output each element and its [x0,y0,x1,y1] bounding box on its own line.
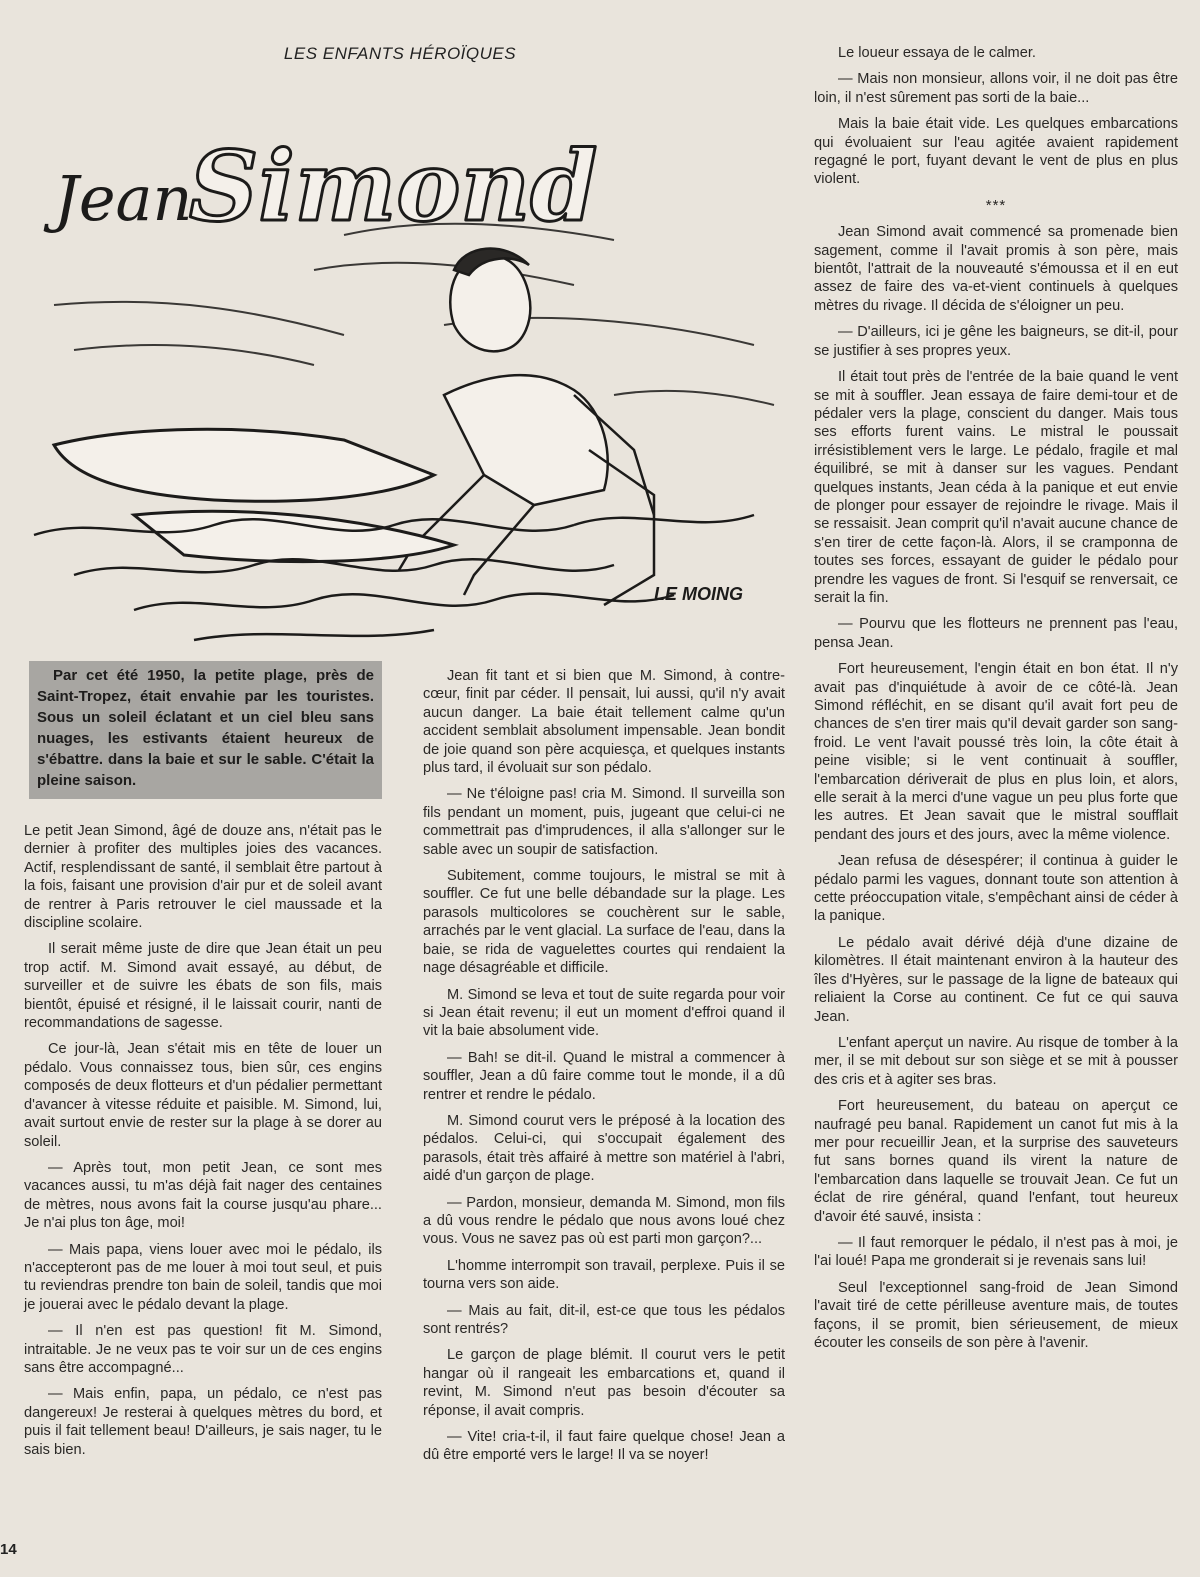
column-middle [423,667,785,1473]
paragraph: Jean refusa de désespérer; il continua à guider le pédalo parmi les vagues, donnant toute son attention à cette préoccupation vitale, s'empêchant ainsi de céder à la panique. [814,853,1178,925]
paragraph: L'enfant aperçut un navire. Au risque de tomber à la mer, il se mit debout sur son siège et se mit à pousser des cris et à agiter ses bras. [814,1034,1178,1088]
paragraph: — Après tout, mon petit Jean, ce sont mes vacances aussi, tu m'as déjà fait nager des centaines de mètres, nous avons fait la course jusqu'au phare... Je n'ai plus ton âge, moi! [24,1159,382,1232]
paragraph: — Bah! se dit-il. Quand le mistral a commencer à souffler, Jean a dû faire comme tout le monde, il a dû rentrer et rendre le pédalo. [423,1049,785,1103]
series-title: LES ENFANTS HÉROÏQUES [283,44,517,63]
paragraph: Le pédalo avait dérivé déjà d'une dizaine de kilomètres. Il était maintenant environ à la hauteur des îles d'Hyères, sur le passage de la ligne de bateaux qui reliaient la Corse au continent. Ce fut ce qui sauva Jean. [814,934,1178,1025]
paragraph: Il serait même juste de dire que Jean était un peu trop actif. M. Simond avait essayé, au début, de surveiller et de suivre les ébats de son fils, mais bientôt, épuisé et résigné, il le laissait courir, nanti de recommandations de sagesse. [24,941,382,1032]
svg-text:Jean: Jean [54,162,193,235]
paragraph: M. Simond se leva et tout de suite regarda pour voir si Jean était revenu; il eut un moment d'effroi quand il vit la baie absolument vide. [423,986,785,1040]
story-illustration [14,95,784,655]
paragraph: L'homme interrompit son travail, perplexe. Puis il se tourna vers son aide. [423,1257,785,1293]
paragraph: Le petit Jean Simond, âgé de douze ans, n'était pas le dernier à profiter des multiples joies des vacances. Actif, resplendissant de santé, il semblait être partout à la fois, faisant une provision d'air pur et de soleil avant de rentrer à Paris retrouver le ciel maussade et la discipline scolaire. [24,823,382,932]
paragraph: Fort heureusement, l'engin était en bon état. Il n'y avait pas d'inquiétude à avoir de ce côté-là. Jean Simond réfléchit, en se disant qu'il avait fort peu de chances de s'en tirer mais qu'il devait garder son sang-froid. Le vent l'avait poussé très loin, la côte était à peine visible; si le vent continuait à souffler, l'embarcation dériverait de plus en plus loin, et alors, elle serait à la merci d'une vague un peu plus forte que les autres. Et Jean savait que le mistral soufflait pendant des jours et des jours, avec la même violence. [814,661,1178,843]
paragraph: Ce jour-là, Jean s'était mis en tête de louer un pédalo. Vous connaissez tous, bien sûr, ces engins composés de deux flotteurs et d'un pédalier permettant d'avancer à vitesse réduite et paisible. M. Simond, lui, avait surtout envie de rester sur la plage à se dorer au soleil. [24,1041,382,1150]
paragraph: — Mais non monsieur, allons voir, il ne doit pas être loin, il n'est sûrement pas sorti de la baie... [814,71,1178,106]
svg-text:Simond: Simond [189,130,598,243]
paragraph: Fort heureusement, du bateau on aperçut ce naufragé peu banal. Rapidement un canot fut mis à la mer pour recueillir Jean, et la surprise des sauveteurs fut sans bornes quand ils virent la nature de l'embarcation dans laquelle se trouvait Jean. Ce fut un éclat de rire général, quand l'enfant, tout heureux d'avoir été sauvé, insista : [814,1098,1178,1225]
paragraph: Subitement, comme toujours, le mistral se mit à souffler. Ce fut une belle débandade sur la plage. Les parasols multicolores se couchèrent sur le sable, arrachés par le vent glacial. La surface de l'eau, dans la baie, se rida de vaguelettes courtes qui rendaient la nage désagréable et difficile. [423,868,785,977]
paragraph: Jean fit tant et si bien que M. Simond, à contre-cœur, finit par céder. Il pensait, lui aussi, qu'il n'y avait aucun danger. La baie était tellement calme qu'un accident semblait absolument impensable. Jean bondit de joie quand son père acquiesça, et quelques instants plus tard, il évoluait sur son pédalo. [423,668,785,777]
page-number: 14 [0,1541,17,1558]
paragraph: Le garçon de plage blémit. Il courut vers le petit hangar où il rangeait les embarcations et, quand il revint, M. Simond n'eut pas besoin d'écouter sa réponse, il avait compris. [423,1347,785,1419]
paragraph: Seul l'exceptionnel sang-froid de Jean Simond l'avait tiré de cette périlleuse aventure mais, de toutes façons, il se promit, bien sérieusement, de mieux écouter les conseils de son père à l'avenir. [814,1279,1178,1351]
artist-signature: LE MOING [654,584,743,604]
paragraph: Le loueur essaya de le calmer. [838,45,1036,61]
paragraph: — Mais papa, viens louer avec moi le pédalo, ils n'accepteront pas de me louer à moi tout seul, et puis tu reviendras prendre ton bain de soleil, tandis que moi je jouerai avec le pédalo devant la plage. [24,1241,382,1313]
paragraph: — Mais au fait, dit-il, est-ce que tous les pédalos sont rentrés? [423,1302,785,1337]
paragraph: — Ne t'éloigne pas! cria M. Simond. Il surveilla son fils pendant un moment, puis, jugeant que celui-ci ne commettrait pas d'imprudences, il alla s'allonger sur le sable avec un soupir de satisfaction. [423,786,785,858]
intro-box [29,661,382,799]
column-right [814,44,1178,1360]
paragraph: — D'ailleurs, ici je gêne les baigneurs, se dit-il, pour se justifier à ses propres yeux. [814,324,1178,359]
sky-clouds [54,224,774,405]
pedalo [54,429,454,561]
paragraph: — Vite! cria-t-il, il faut faire quelque chose! Jean a dû être emporté vers le large! Il va se noyer! [423,1429,785,1464]
section-separator: *** [985,196,1007,214]
paragraph: — Il n'en est pas question! fit M. Simond, intraitable. Je ne veux pas te voir sur un de ces engins sans être accompagné... [24,1323,382,1376]
column-left [24,822,382,1467]
paragraph: Jean Simond avait commencé sa promenade bien sagement, comme il l'avait promis à son père, mais bientôt, l'attrait de la nouveauté s'émoussa et il en eut assez de faire des va-et-vient continuels à quelques mètres du rivage. Il décida de s'éloigner un peu. [814,224,1178,314]
paragraph: — Il faut remorquer le pédalo, il n'est pas à moi, je l'ai loué! Papa me gronderait si je revenais sans lui! [814,1234,1178,1270]
boy-figure [399,249,654,605]
paragraph: — Pardon, monsieur, demanda M. Simond, mon fils a dû vous rendre le pédalo que nous avons loué chez vous. Vous ne savez pas où est parti mon garçon?... [423,1194,785,1248]
paragraph: M. Simond courut vers le préposé à la location des pédalos. Celui-ci, qui s'occupait également des parasols, était très affairé à mettre son matériel à l'abri, aidé d'un garçon de plage. [423,1112,785,1185]
paragraph: — Mais enfin, papa, un pédalo, ce n'est pas dangereux! Je resterai à quelques mètres du bord, et puis il fait tellement beau! D'ailleurs, je sais nager, tu le sais bien. [24,1386,382,1458]
paragraph: — Pourvu que les flotteurs ne prennent pas l'eau, pensa Jean. [814,616,1178,651]
paragraph: Mais la baie était vide. Les quelques embarcations qui évoluaient sur l'eau agitée avaient rapidement regagné le port, fuyant devant le vent de plus en plus violent. [814,116,1178,188]
intro-text: Par cet été 1950, la petite plage, près de Saint-Tropez, était envahie par les touristes. Sous un soleil éclatant et un ciel bleu sans nuages, les estivants étaient heureux de s'ébattre. dans la baie et sur le sable. C'était la pleine saison. [37,667,374,789]
paragraph: Il était tout près de l'entrée de la baie quand le vent se mit à souffler. Jean essaya de faire demi-tour et de pédaler vers la plage, conscient du danger. Mais tous ses efforts furent vains. Le mistral le poussait irrésistiblement vers le large. Le pédalo, fragile et mal équilibré, se mit à danser sur les vagues. Pendant quelques instants, Jean céda à la panique et eut envie de plonger pour essayer de rejoindre le rivage. Mais il se ressaisit. Jean comprit qu'il n'avait aucune chance de s'en tirer de cette façon-là. Alors, il se cramponna de toutes ses forces, essayant de guider le pédalo pour prendre les vagues de front. Si l'esquif se renversait, ce serait la fin. [814,369,1178,606]
